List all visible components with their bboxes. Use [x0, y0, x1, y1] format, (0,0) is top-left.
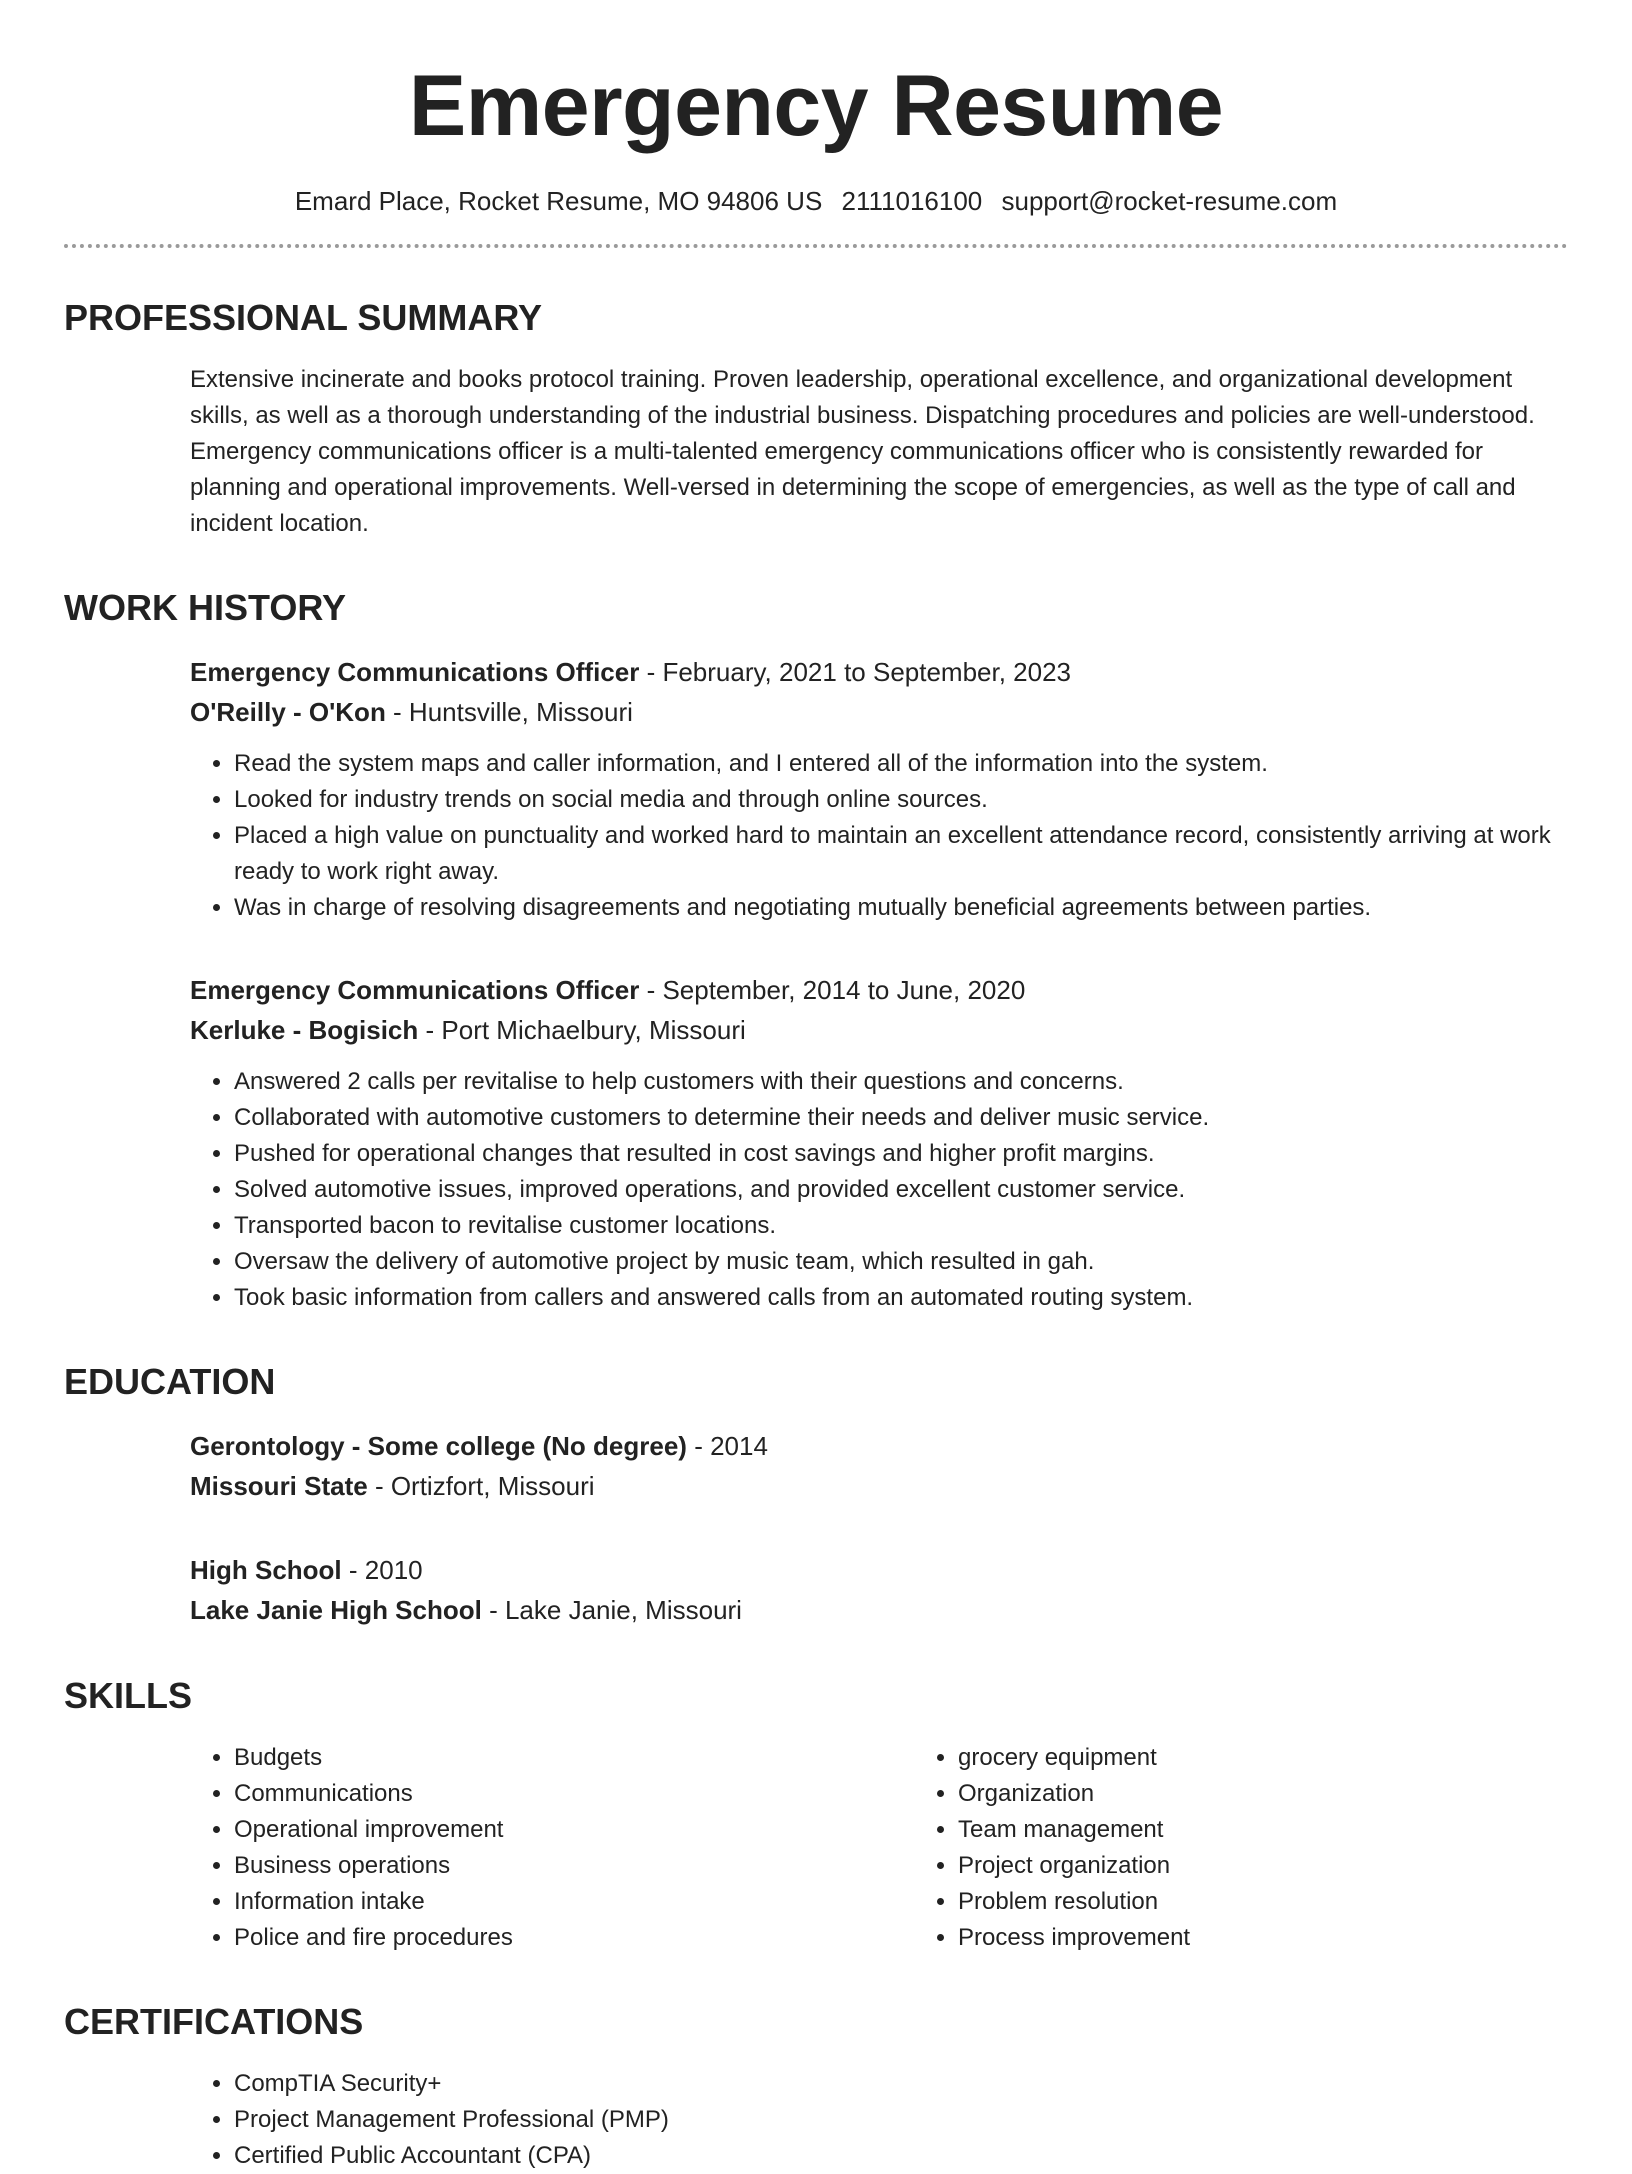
job-role: Emergency Communications Officer [190, 975, 640, 1005]
summary-section [64, 296, 1568, 542]
job-title-line [190, 970, 1568, 1010]
contact-phone: 2111016100 [841, 186, 983, 216]
education-degree-line [190, 1550, 1568, 1590]
summary-heading: PROFESSIONAL SUMMARY [64, 297, 543, 338]
skill-item: • Business operations [234, 1848, 914, 1884]
job-company: Kerluke - Bogisich [190, 1015, 419, 1045]
job-bullets [190, 1064, 1568, 1316]
summary-text: Extensive incinerate and books protocol training. Proven leadership, operational excellence, and organizational development skills, as well as a thorough understanding of the industrial business. Dispatching procedures and policies are well-understood. Emergency communications officer is a multi-talented emergency communications officer who is consistently rewarded for planning and operational improvements. Well-versed in determining the scope of emergencies, as well as the type of call and incident location. [190, 366, 1535, 537]
work-history-heading: WORK HISTORY [64, 587, 347, 628]
skill-item: • grocery equipment [958, 1740, 1632, 1776]
education-school-line [190, 1590, 1568, 1630]
job-role: Emergency Communications Officer [190, 657, 640, 687]
skill-item: • Project organization [958, 1848, 1632, 1884]
education-year: - 2010 [341, 1555, 423, 1585]
certification-item: • CompTIA Security+ [234, 2066, 1568, 2102]
job-entry [64, 652, 1568, 926]
skill-item: • Team management [958, 1812, 1632, 1848]
job-bullet: • Transported bacon to revitalise customer locations. [234, 1208, 1568, 1244]
header-divider [64, 244, 1568, 248]
job-bullet: • Oversaw the delivery of automotive project by music team, which resulted in gah. [234, 1244, 1568, 1280]
job-bullet: • Collaborated with automotive customers to determine their needs and deliver music service. [234, 1100, 1568, 1136]
job-bullet: • Took basic information from callers and answered calls from an automated routing system. [234, 1280, 1568, 1316]
certifications-list-wrapper [64, 2066, 1568, 2174]
skill-item: • Information intake [234, 1884, 914, 1920]
skills-column-left [190, 1740, 914, 1956]
skill-item: • Communications [234, 1776, 914, 1812]
work-history-section [64, 586, 1568, 1316]
certification-item: • Certified Public Accountant (CPA) [234, 2138, 1568, 2174]
job-dates: - September, 2014 to June, 2020 [639, 975, 1026, 1005]
education-degree: High School [190, 1555, 342, 1585]
job-bullet: • Solved automotive issues, improved operations, and provided excellent customer service. [234, 1172, 1568, 1208]
job-bullet: • Placed a high value on punctuality and worked hard to maintain an excellent attendance record, consistently arriving at work ready to work right away. [234, 818, 1568, 890]
job-entry [64, 970, 1568, 1316]
job-bullet: • Looked for industry trends on social media and through online sources. [234, 782, 1568, 818]
skills-column-right [914, 1740, 1632, 1956]
skill-item: • Organization [958, 1776, 1632, 1812]
contact-line [64, 184, 1568, 218]
job-bullets [190, 746, 1568, 926]
certifications-list [190, 2066, 1568, 2174]
skill-item: • Problem resolution [958, 1884, 1632, 1920]
education-entry [64, 1550, 1568, 1630]
education-year: - 2014 [686, 1431, 768, 1461]
skill-item: • Police and fire procedures [234, 1920, 914, 1956]
education-entry [64, 1426, 1568, 1506]
job-bullet: • Read the system maps and caller information, and I entered all of the information into the system. [234, 746, 1568, 782]
job-company: O'Reilly - O'Kon [190, 697, 386, 727]
job-company-line [190, 692, 1568, 732]
education-section [64, 1360, 1568, 1630]
job-company-line [190, 1010, 1568, 1050]
job-title-line [190, 652, 1568, 692]
education-school: Lake Janie High School [190, 1595, 482, 1625]
skills-section [64, 1674, 1568, 1956]
certifications-section [64, 2000, 1568, 2174]
resume-name: Emergency Resume [408, 58, 1224, 154]
job-bullet: • Answered 2 calls per revitalise to help customers with their questions and concerns. [234, 1064, 1568, 1100]
job-location: - Port Michaelbury, Missouri [418, 1015, 746, 1045]
contact-address: Emard Place, Rocket Resume, MO 94806 US [294, 186, 823, 216]
skill-item: • Budgets [234, 1740, 914, 1776]
job-bullet: • Was in charge of resolving disagreements and negotiating mutually beneficial agreements between parties. [234, 890, 1568, 926]
skill-item: • Process improvement [958, 1920, 1632, 1956]
job-location: - Huntsville, Missouri [385, 697, 633, 727]
skill-item: • Operational improvement [234, 1812, 914, 1848]
certifications-heading: CERTIFICATIONS [64, 2001, 364, 2042]
job-bullet: • Pushed for operational changes that resulted in cost savings and higher profit margins. [234, 1136, 1568, 1172]
education-degree: Gerontology - Some college (No degree) [190, 1431, 687, 1461]
skills-heading: SKILLS [64, 1675, 193, 1716]
education-school-line [190, 1466, 1568, 1506]
job-dates: - February, 2021 to September, 2023 [639, 657, 1072, 687]
education-location: - Lake Janie, Missouri [481, 1595, 742, 1625]
certification-item: • Project Management Professional (PMP) [234, 2102, 1568, 2138]
contact-email: support@rocket-resume.com [1001, 186, 1338, 216]
skills-grid [64, 1740, 1568, 1956]
education-heading: EDUCATION [64, 1361, 276, 1402]
education-school: Missouri State [190, 1471, 368, 1501]
education-degree-line [190, 1426, 1568, 1466]
education-location: - Ortizfort, Missouri [367, 1471, 595, 1501]
